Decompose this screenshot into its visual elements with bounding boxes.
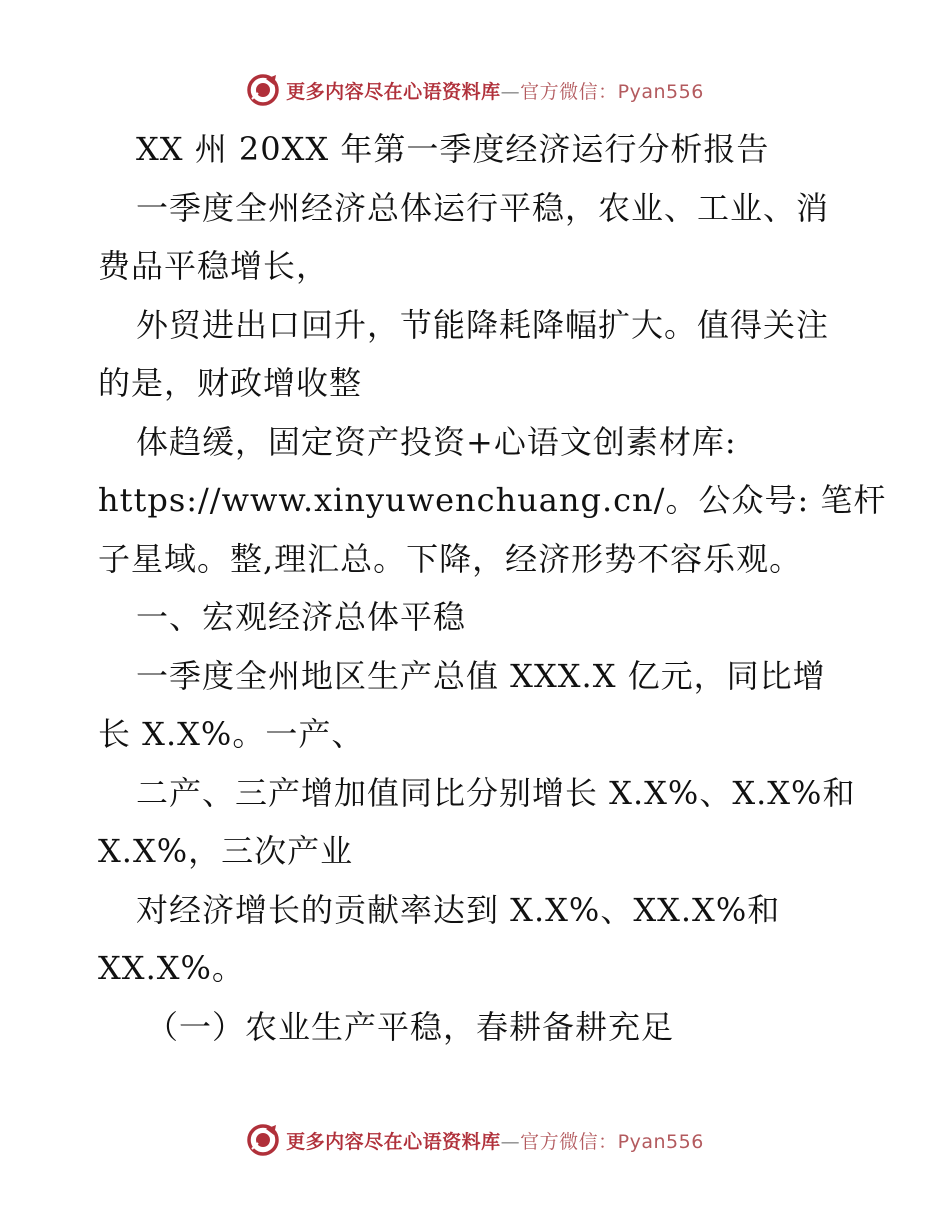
paragraph-line: 体趋缓，固定资产投资+心语文创素材库: [136,422,737,461]
top-watermark-banner [0,70,950,110]
brand-logo-icon [246,73,280,107]
paragraph-line: 费品平稳增长， [98,247,330,285]
bottom-watermark-banner [0,1120,950,1160]
paragraph-line: 长 X.X%。一产、 [98,715,365,753]
subsection-heading: （一）农业生产平稳，春耕备耕充足 [146,1007,675,1046]
paragraph-line: 对经济增长的贡献率达到 X.X%、XX.X%和 [136,890,781,929]
watermark-main-text: 更多内容尽在心语资料库 [286,80,501,103]
watermark-group [246,1123,704,1157]
watermark-side-text: 官方微信：Pyan556 [520,80,704,103]
paragraph-line-url: https://www.xinyuwenchuang.cn/。公众号: 笔杆 [98,481,887,519]
paragraph-line: 子星域。整,理汇总。下降，经济形势不容乐观。 [98,539,803,578]
paragraph-line: 二产、三产增加值同比分别增长 X.X%、X.X%和 [136,773,856,812]
watermark-group [246,73,704,107]
document-body [98,120,887,1056]
watermark-side-text: 官方微信：Pyan556 [520,1130,704,1153]
paragraph-line: 一季度全州经济总体运行平稳，农业、工业、消 [136,188,830,227]
brand-logo-icon [246,1123,280,1157]
paragraph-line: XX.X%。 [98,949,245,987]
watermark-separator: — [500,1130,521,1153]
document-title: XX 州 20XX 年第一季度经济运行分析报告 [136,130,770,168]
paragraph-line: 外贸进出口回升，节能降耗降幅扩大。值得关注 [136,305,830,344]
paragraph-line: 的是，财政增收整 [98,364,363,402]
watermark-separator: — [500,80,521,103]
paragraph-line: 一季度全州地区生产总值 XXX.X 亿元，同比增 [136,656,826,695]
paragraph-line: X.X%，三次产业 [98,832,354,870]
section-heading: 一、宏观经济总体平稳 [136,598,467,636]
watermark-main-text: 更多内容尽在心语资料库 [286,1130,501,1153]
